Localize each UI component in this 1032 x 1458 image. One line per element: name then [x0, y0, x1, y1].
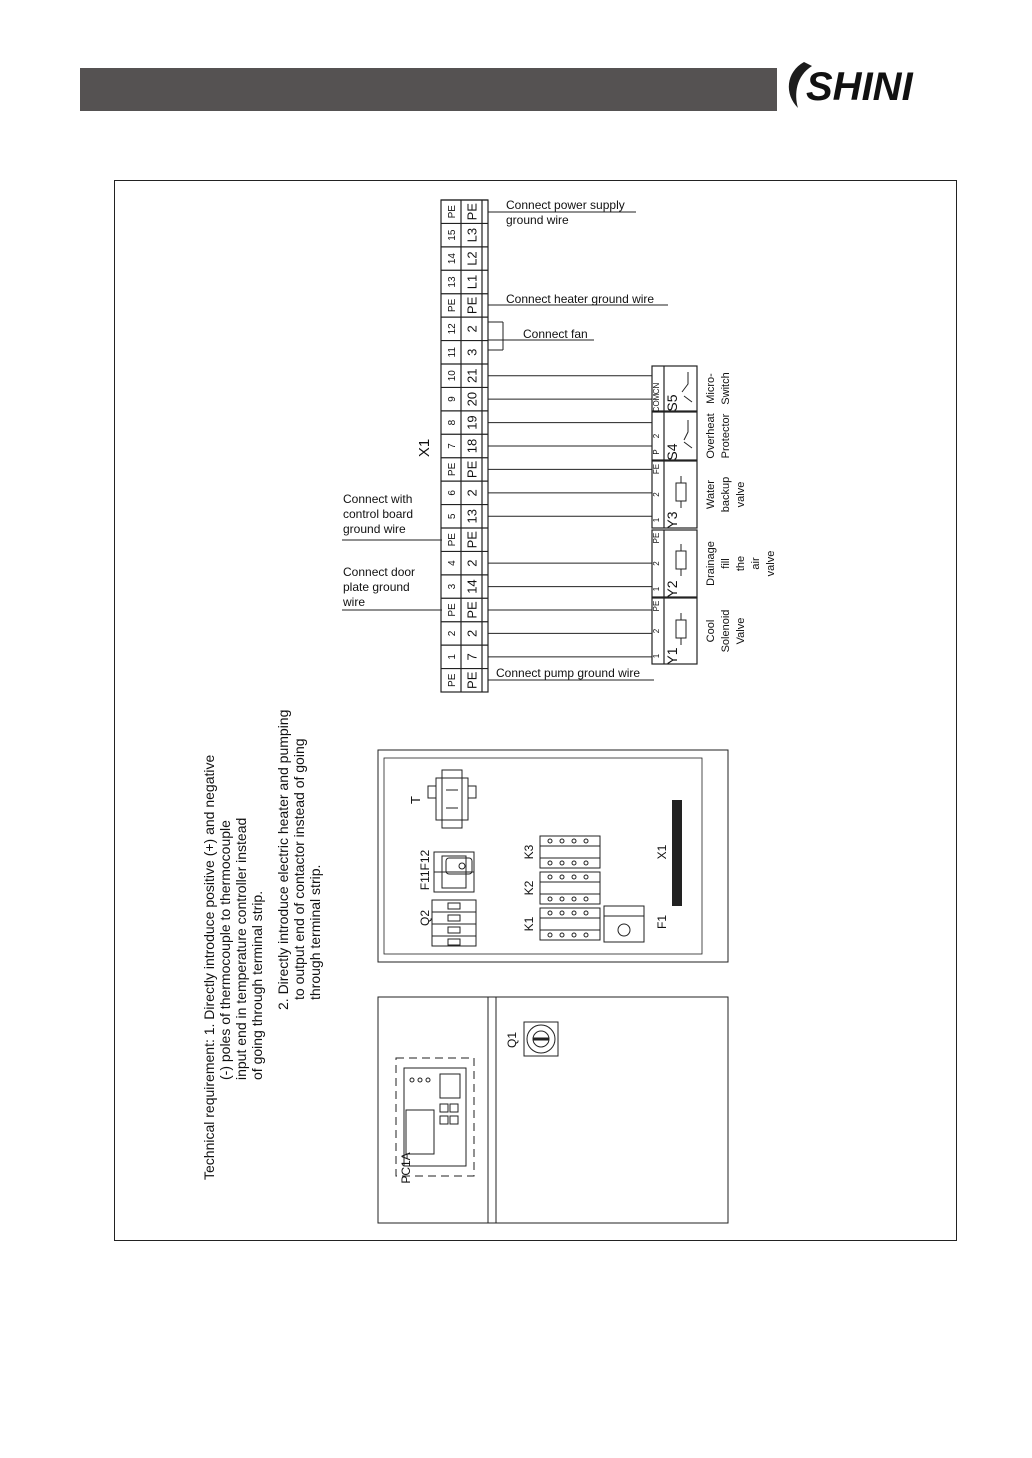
device-s5-desc-1: Micro- — [705, 373, 717, 404]
device-y1-desc-3: Valve — [735, 617, 747, 645]
terminal-wire-1: PE — [464, 671, 480, 689]
breaker-q2-label: Q2 — [418, 909, 432, 927]
device-y1-desc-1: Cool — [705, 619, 717, 643]
terminal-number-20: 15 — [447, 229, 458, 241]
contactor-k1-label: K1 — [522, 916, 536, 932]
note-pump-ground: Connect pump ground wire — [496, 666, 641, 680]
device-s4-id: S4 — [664, 443, 680, 461]
overload-f1-label: F1 — [655, 914, 669, 930]
note-door-plate-line1: Connect door — [343, 565, 416, 579]
device-y1-id: Y1 — [664, 647, 680, 665]
device-y3-desc-1: Water — [705, 480, 717, 509]
device-y1-desc-2: Solenoid — [720, 609, 732, 653]
transformer-label: T — [408, 796, 423, 804]
device-y2-desc-2: fill — [720, 558, 732, 569]
note-control-board-line3: ground wire — [343, 522, 406, 536]
terminal-wire-8: 13 — [464, 509, 480, 524]
terminal-wire-2: 7 — [464, 653, 480, 661]
terminal-number-5: 3 — [447, 583, 458, 590]
terminal-number-9: 6 — [447, 490, 458, 496]
main-switch-q1-symbol — [524, 1022, 558, 1056]
panel-layout-door — [378, 997, 728, 1223]
device-s4-desc-1: Overheat — [705, 413, 717, 459]
terminal-wire-10: PE — [464, 460, 480, 479]
y2-coil-symbol — [676, 551, 686, 569]
terminal-wire-13: 20 — [464, 391, 480, 407]
panel-layout-main — [378, 750, 728, 962]
logo-text: SHINI — [806, 65, 913, 109]
note-door-plate-line3: wire — [343, 595, 366, 609]
terminal-rail-x1-symbol — [672, 800, 682, 906]
device-y2-desc-3: the — [735, 555, 747, 572]
contactor-k2-symbol — [540, 872, 600, 904]
terminal-number-3: 2 — [447, 630, 458, 637]
device-wires — [488, 376, 652, 657]
terminal-strip-labels — [447, 203, 480, 689]
fuses-label: F11F12 — [418, 849, 432, 891]
requirement-line-2: (-) poles of thermocouple to thermocouple — [217, 820, 233, 1080]
requirement-line-5: 2. Directly introduce electric heater and pumping — [275, 709, 291, 1010]
breaker-q2-symbol — [432, 900, 476, 946]
terminal-number-19: 14 — [447, 253, 458, 265]
device-y3-terminal-1: 1 — [652, 517, 661, 523]
note-control-board-line2: control board — [343, 507, 414, 521]
device-y3-desc-3: valve — [735, 481, 747, 508]
terminal-rail-x1-label: X1 — [655, 844, 669, 860]
device-y3-terminal-3: FE — [652, 463, 661, 475]
terminal-number-18: 13 — [447, 276, 458, 288]
terminal-number-17: PE — [447, 298, 458, 313]
controller-pc1a-label: PC1A — [399, 1152, 413, 1184]
terminal-number-14: 10 — [447, 370, 458, 382]
device-y3-id: Y3 — [664, 511, 680, 529]
device-y2-terminal-3: PE — [652, 532, 661, 544]
s4-switch-symbol — [684, 420, 692, 448]
terminal-number-6: 4 — [447, 560, 458, 566]
requirement-line-1: Technical requirement: 1. Directly introduce positive (+) and negative — [201, 754, 217, 1180]
terminal-number-11: 7 — [447, 443, 458, 449]
device-labels — [652, 372, 777, 664]
transformer-symbol — [428, 770, 476, 828]
device-y1-terminal-2: 2 — [652, 628, 661, 634]
terminal-strip-label: X1 — [416, 438, 433, 458]
terminal-number-12: 8 — [447, 419, 458, 426]
terminal-wire-11: 18 — [464, 438, 480, 454]
terminal-wire-19: L2 — [464, 251, 480, 266]
device-y2-terminal-1: 1 — [652, 586, 661, 592]
device-y3-desc-2: backup — [720, 476, 732, 513]
requirement-line-3: input end in temperature controller instead — [233, 817, 249, 1080]
terminal-wire-6: 2 — [464, 559, 480, 567]
terminal-wire-9: 2 — [464, 489, 480, 497]
requirement-line-6: to output end of contactor instead of going — [291, 738, 307, 1000]
note-door-plate-line2: plate ground — [343, 580, 410, 594]
device-s4-terminal-2: 2 — [652, 433, 661, 439]
device-s5-terminal-1: COM — [652, 393, 661, 413]
requirement-line-7: through terminal strip. — [307, 864, 323, 1000]
terminal-wire-18: L1 — [464, 274, 480, 290]
note-power-ground-line1: Connect power supply — [506, 198, 625, 212]
device-s5-id: S5 — [664, 394, 680, 412]
device-y1-terminal-3: PE — [652, 600, 661, 612]
s5-switch-symbol — [682, 372, 692, 402]
device-s4-desc-2: Protector — [720, 413, 732, 459]
terminal-wire-4: PE — [464, 601, 480, 619]
device-s5-desc-2: Switch — [720, 372, 732, 405]
device-y2-desc-5: valve — [765, 550, 777, 577]
overload-f1-symbol — [604, 906, 644, 942]
terminal-wire-15: 3 — [464, 348, 480, 356]
contactor-k3-symbol — [540, 836, 600, 868]
terminal-wire-3: 2 — [464, 629, 480, 638]
terminal-wire-21: PE — [464, 203, 480, 221]
terminal-number-21: PE — [447, 205, 458, 219]
device-y1-terminal-1: 1 — [652, 653, 661, 659]
device-s5-terminal-2: CN — [652, 382, 661, 395]
contactor-k1-symbol — [540, 908, 600, 940]
terminal-number-15: 11 — [447, 347, 458, 358]
terminal-number-7: PE — [447, 533, 458, 547]
device-y2-desc-4: air — [750, 557, 762, 570]
terminal-number-4: PE — [447, 603, 458, 617]
note-fan: Connect fan — [523, 327, 588, 341]
y3-coil-symbol — [676, 483, 686, 501]
y1-coil-symbol — [676, 620, 686, 638]
terminal-wire-14: 21 — [464, 368, 480, 383]
main-switch-q1-label: Q1 — [505, 1031, 519, 1049]
terminal-wire-20: L3 — [464, 227, 480, 243]
terminal-number-10: PE — [447, 462, 458, 477]
contactor-k3-label: K3 — [522, 844, 536, 860]
technical-requirement — [201, 710, 323, 1180]
terminal-wire-12: 19 — [464, 415, 480, 430]
note-power-ground-line2: ground wire — [506, 213, 569, 227]
device-y2-id: Y2 — [664, 580, 680, 598]
device-s4-terminal-1: P — [652, 449, 661, 455]
terminal-number-16: 12 — [447, 323, 458, 335]
device-y2-desc-1: Drainage — [705, 541, 717, 586]
device-y2-terminal-2: 2 — [652, 561, 661, 566]
note-heater-ground: Connect heater ground wire — [506, 292, 655, 306]
terminal-wire-5: 14 — [464, 579, 480, 594]
terminal-number-13: 9 — [447, 396, 458, 402]
device-y3-terminal-2: 2 — [652, 492, 661, 497]
terminal-number-8: 5 — [447, 513, 458, 520]
fuse-holder-symbol — [434, 852, 474, 892]
terminal-wire-16: 2 — [464, 325, 480, 333]
terminal-number-1: PE — [447, 673, 458, 687]
terminal-number-2: 1 — [447, 654, 458, 660]
note-control-board-line1: Connect with — [343, 492, 413, 506]
contactor-k2-label: K2 — [522, 880, 536, 896]
requirement-line-4: of going through terminal strip. — [249, 890, 265, 1080]
terminal-wire-17: PE — [464, 296, 480, 315]
terminal-wire-7: PE — [464, 531, 480, 549]
